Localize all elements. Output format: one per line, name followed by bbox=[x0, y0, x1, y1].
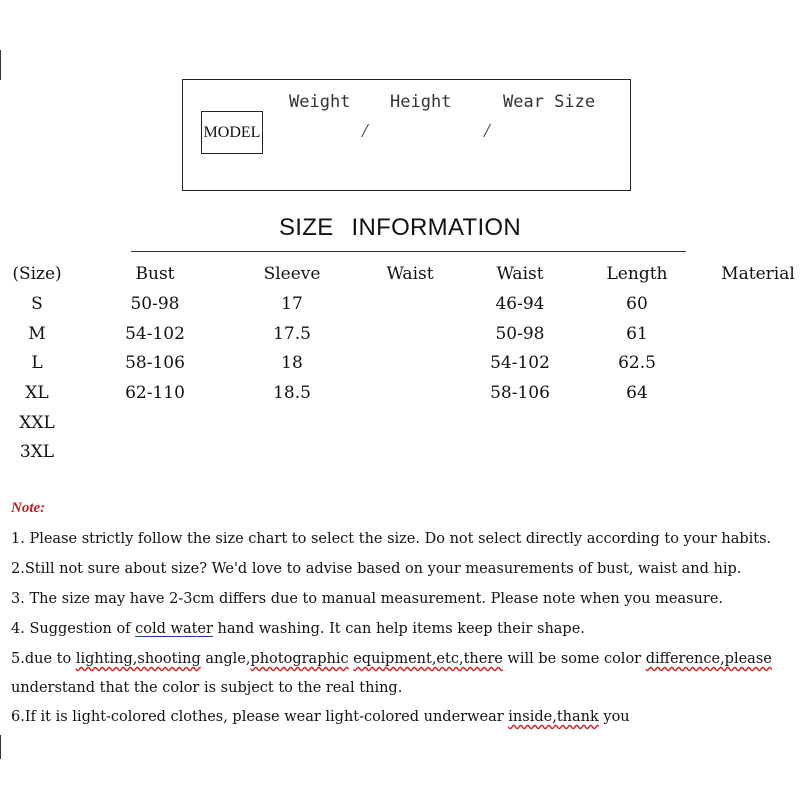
title-size: SIZE bbox=[278, 214, 334, 241]
sleeve-cell: 18 bbox=[281, 353, 303, 373]
size-cell: XL bbox=[25, 383, 49, 403]
column-header: Length bbox=[606, 264, 668, 284]
wear-size-header: Wear Size bbox=[503, 92, 596, 112]
length-cell: 64 bbox=[626, 383, 648, 403]
waist-cell: 46-94 bbox=[495, 294, 545, 314]
note-line-3: 3. The size may have 2-3cm differs due to manual measurement. Please note when you measure. bbox=[11, 591, 724, 607]
note-text: angle, bbox=[200, 651, 251, 667]
length-cell: 60 bbox=[626, 294, 648, 314]
note-text: hand washing. It can help items keep their shape. bbox=[212, 621, 585, 637]
note-line-5-continued: understand that the color is subject to the real thing. bbox=[11, 680, 403, 696]
weight-header: Weight bbox=[289, 92, 351, 112]
edge-mark-bottom bbox=[0, 735, 1, 759]
note-flagged-text: inside,thank bbox=[508, 709, 599, 725]
waist-cell: 54-102 bbox=[490, 353, 550, 373]
column-header: Material bbox=[721, 264, 795, 284]
note-text: you bbox=[598, 709, 630, 725]
note-line-2: 2.Still not sure about size? We'd love to advise based on your measurements of bust, waist and hip. bbox=[11, 561, 742, 577]
size-cell: XXL bbox=[19, 413, 55, 433]
length-cell: 62.5 bbox=[618, 353, 656, 373]
column-header: Waist bbox=[496, 264, 544, 284]
note-text: 4. Suggestion of bbox=[11, 621, 136, 637]
title-underline bbox=[131, 251, 686, 252]
note-text: 6.If it is light-colored clothes, please wear light-colored underwear bbox=[11, 709, 509, 725]
edge-mark-top bbox=[0, 50, 1, 80]
height-header: Height bbox=[390, 92, 452, 112]
size-cell: M bbox=[28, 324, 46, 344]
size-cell: 3XL bbox=[19, 442, 55, 462]
wear-size-value: / bbox=[484, 120, 490, 142]
bust-cell: 50-98 bbox=[130, 294, 180, 314]
bust-cell: 62-110 bbox=[125, 383, 185, 403]
size-cell: S bbox=[31, 294, 43, 314]
size-information-title bbox=[0, 214, 800, 242]
length-cell: 61 bbox=[626, 324, 648, 344]
note-line-1: 1. Please strictly follow the size chart to select the size. Do not select directly according to your habits. bbox=[11, 531, 772, 547]
bust-cell: 58-106 bbox=[125, 353, 185, 373]
model-label: MODEL bbox=[201, 111, 263, 154]
note-flagged-text: lighting,shooting bbox=[75, 651, 201, 667]
size-cell: L bbox=[31, 353, 43, 373]
sleeve-cell: 17 bbox=[281, 294, 303, 314]
note-flagged-text: photographic bbox=[250, 651, 349, 667]
note-line-6 bbox=[11, 709, 630, 725]
note-flagged-text: equipment,etc,there bbox=[353, 651, 503, 667]
note-text: 5.due to bbox=[11, 651, 76, 667]
waist-cell: 50-98 bbox=[495, 324, 545, 344]
note-text: will be some color bbox=[502, 651, 646, 667]
column-header: Waist bbox=[386, 264, 434, 284]
column-header: Sleeve bbox=[263, 264, 321, 284]
note-line-5 bbox=[11, 651, 772, 667]
note-title: Note: bbox=[11, 500, 46, 516]
sleeve-cell: 18.5 bbox=[273, 383, 311, 403]
title-information: INFORMATION bbox=[351, 214, 522, 241]
note-underlined-text: cold water bbox=[135, 621, 213, 637]
waist-cell: 58-106 bbox=[490, 383, 550, 403]
column-header: (Size) bbox=[12, 264, 62, 284]
note-line-4 bbox=[11, 621, 585, 637]
height-value: / bbox=[362, 120, 368, 142]
bust-cell: 54-102 bbox=[125, 324, 185, 344]
sleeve-cell: 17.5 bbox=[273, 324, 311, 344]
column-header: Bust bbox=[135, 264, 175, 284]
note-flagged-text: difference,please bbox=[645, 651, 772, 667]
